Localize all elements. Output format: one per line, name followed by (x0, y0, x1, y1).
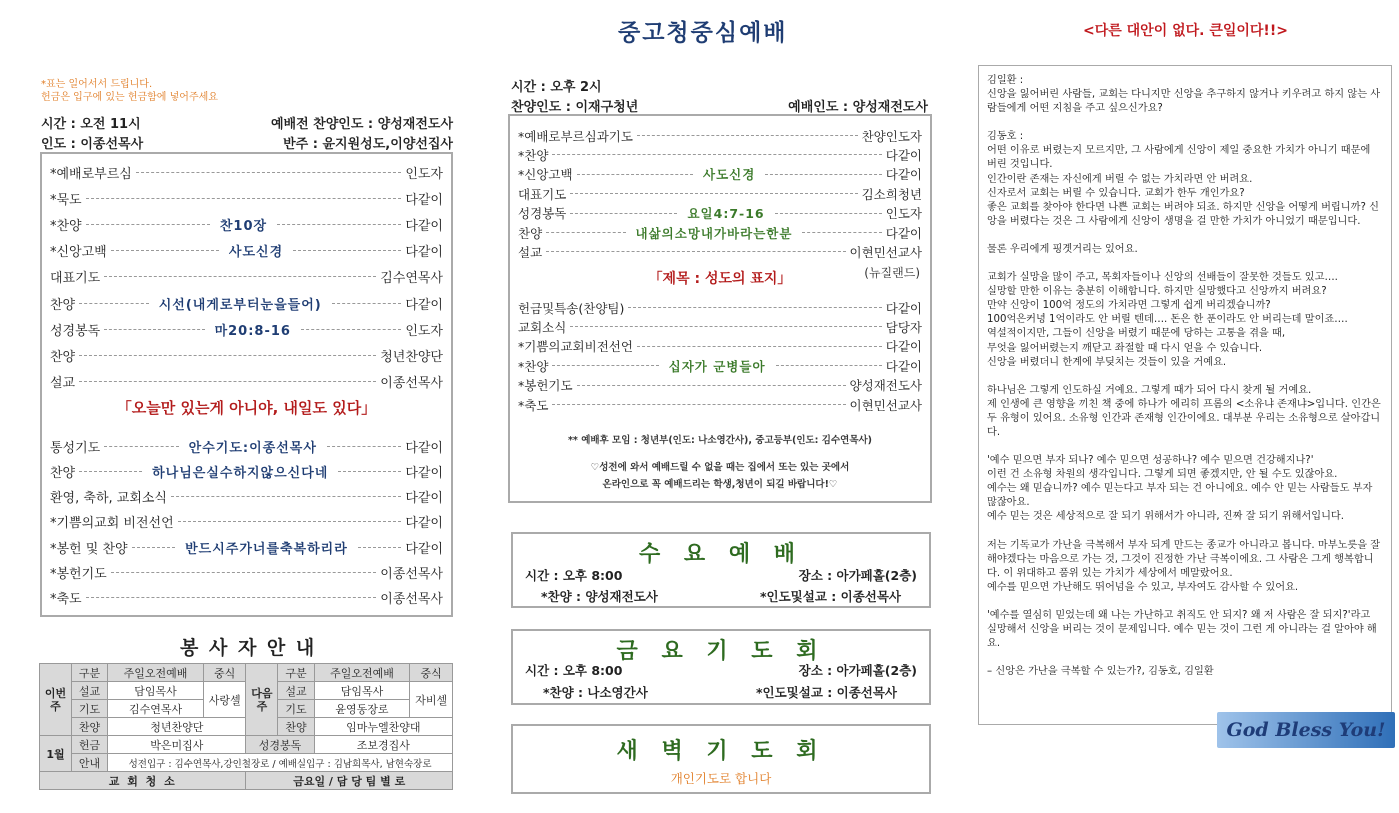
fri-sermon: *인도및설교 : 이종선목사 (756, 685, 897, 700)
notice-1: *표는 일어서서 드립니다. (41, 79, 153, 90)
row-label: 기도 (278, 700, 314, 718)
dash-leader (637, 346, 882, 347)
article-paragraph: 교회가 실망을 많이 주고, 목회자들이나 신앙의 선배들이 잘못한 것들도 있고…. 실망할 만한 이유는 충분히 이해합니다. 하지만 실망했다고 신앙까지 버려요? 만약 신앙이 100억 정도의 가치라면 그렇게 쉽게 버리겠습니까? 100억은커녕 1억이라도 안 버릴 텐데…. 돈은 한 푼이라도 안 버리는데 말이죠…. 역설적이지만, 그들이 신앙을 버렸기 때문에 당하는 고통을 겪을 때, 무엇을 잃어버렸는지 깨닫고 좌절할 때 다시 얻을 수 있습니다. 신앙을 버렸더니 한계에 부딪치는 것들이 있을 거예요. (987, 272, 1348, 368)
row-value: 임마누엘찬양대 (314, 718, 452, 736)
dash-leader (358, 547, 402, 548)
morning-leader: 인도 : 이종선목사 (41, 137, 144, 152)
youth-order-item (518, 317, 922, 336)
col-meal: 중식 (203, 664, 246, 682)
col-service-next: 주일오전예배 (314, 664, 410, 682)
order-item-leader: 다같이 (885, 339, 922, 355)
dash-leader (637, 135, 858, 136)
order-item-label: *봉헌기도 (50, 567, 107, 582)
cleaning-value: 금요일 / 담 당 팀 별 로 (246, 772, 453, 790)
dash-leader (546, 251, 845, 252)
order-item-leader: 다같이 (405, 245, 443, 261)
wed-title: 수 요 예 배 (639, 542, 803, 567)
order-item-leader: 다같이 (405, 491, 443, 507)
dash-leader (111, 250, 219, 251)
youth-order-box (508, 114, 932, 503)
order-item-leader: 다같이 (405, 516, 443, 532)
article-paragraph: 김동호 : 어떤 이유로 버렸는지 모르지만, 그 사람에게 신앙이 제일 중요한 가치가 아니기 때문에 버린 것입니다. 인간이란 존재는 자신에게 버릴 수 없는 가치라면 안 버려요. 신자로서 교회는 버릴 수 있습니다. 교회가 한두 개인가요? 좋은 교회를 찾아야 한다면 나쁜 교회는 버려야 되죠. 하지만 신앙을 어떻게 버립니까? 신앙을 버렸다는 것은 그 사람에게 신앙이 생명을 걸 만한 가치가 아니었기 때문입니다. (987, 131, 1379, 227)
dash-leader (570, 213, 677, 214)
dash-leader (171, 496, 401, 497)
volunteer-table (39, 663, 453, 790)
wed-sermon: *인도및설교 : 이종선목사 (760, 589, 901, 604)
wed-place: 장소 : 아가페홀(2층) (798, 568, 917, 583)
dash-leader (111, 572, 376, 573)
order-item-content: 십자가 군병들아 (668, 358, 766, 374)
morning-order-item (50, 185, 443, 211)
dash-leader (136, 172, 401, 173)
order-item-label: *축도 (50, 592, 82, 608)
fri-title: 금 요 기 도 회 (616, 639, 826, 664)
youth-leader: 예배인도 : 양성재전도사 (788, 100, 928, 115)
dash-leader (178, 521, 402, 522)
order-item-leader: 김수연목사 (380, 271, 443, 287)
order-item-content: 요일4:7-16 (687, 206, 765, 222)
row-label: 찬양 (278, 718, 314, 736)
article-paragraph: '예수 믿으면 부자 되나? 예수 믿으면 성공하나? 예수 믿으면 건강해지나?' 이런 건 소유형 차원의 생각입니다. 그렇게 되면 좋겠지만, 안 될 수도 있잖아요. 예수는 왜 믿습니까? 예수 믿는다고 부자 되는 건 아니에요. 예수 안 믿는 사람들도 부자 많잖아요. 예수 믿는 것은 세상적으로 잘 되기 위해서가 아니라, 진짜 잘 되기 위해서입니다. (987, 455, 1373, 523)
pre-praise: 예배전 찬양인도 : 양성재전도사 (270, 117, 453, 132)
youth-order-item (518, 356, 922, 375)
morning-order-item (50, 369, 443, 395)
row-label: 기도 (71, 700, 107, 718)
order-item-leader: 다같이 (405, 218, 443, 234)
order-item-leader: 다같이 (885, 147, 922, 163)
youth-order-item (518, 298, 922, 317)
dash-leader (79, 381, 376, 382)
order-item-leader: 인도자 (405, 166, 443, 182)
order-item-content: 내삶의소망내가바라는한분 (635, 225, 793, 241)
order-item-label: 찬양 (518, 225, 543, 241)
slogan: <다른 대안이 없다. 큰일이다!!> (1083, 23, 1288, 39)
youth-order-item (518, 126, 922, 145)
row-label: 찬양 (71, 718, 107, 736)
notice-2: 헌금은 입구에 있는 헌금함에 넣어주세요 (41, 92, 218, 103)
guide-value: 성전입구 : 김수연목사,강인철장로 / 예배실입구 : 김남희목사, 남현숙장로 (108, 754, 453, 772)
col-meal-next: 중식 (410, 664, 453, 682)
order-item-leader: 다같이 (885, 225, 923, 241)
wed-praise: *찬양 : 양성재전도사 (541, 589, 658, 604)
page-title: 중고청중심예배 (618, 20, 788, 46)
morning-order-item (50, 211, 443, 237)
order-item-label: 환영, 축하, 교회소식 (50, 491, 167, 507)
dash-leader (86, 224, 210, 225)
order-item-leader: 양성재전도사 (849, 378, 922, 394)
article-paragraph: '예수를 열심히 믿었는데 왜 나는 가난하고 취직도 안 되지? 왜 저 사람은 잘 되지?'라고 실망해서 신앙을 버리는 것이 문제입니다. 예수 믿는 것이 그런 게 아니라는 걸 알아야 해요. (987, 609, 1377, 650)
reading-value: 조보경집사 (314, 736, 452, 754)
order-item-label: 헌금및특송(찬양팀) (518, 300, 625, 316)
order-item-leader: 이종선목사 (380, 376, 443, 392)
row-value: 청년찬양단 (108, 718, 246, 736)
dawn-title: 새 벽 기 도 회 (616, 739, 826, 764)
morning-order-item (50, 484, 443, 510)
logo-text: God Bless You! (1226, 719, 1386, 741)
fri-place: 장소 : 아가페홀(2층) (798, 663, 917, 678)
row-value: 담임목사 (314, 682, 410, 700)
youth-order-item (518, 395, 922, 414)
order-item-content: 시선(내게로부터눈을들어) (158, 297, 322, 313)
dash-leader (293, 250, 401, 251)
morning-order-box (40, 152, 453, 617)
meal-next: 자비셀 (410, 682, 453, 718)
dash-leader (338, 471, 401, 472)
order-item-content: 사도신경 (703, 167, 756, 183)
dash-leader (86, 597, 377, 598)
morning-order-item (50, 509, 443, 535)
order-item-label: *신앙고백 (50, 245, 107, 261)
dash-leader (132, 547, 176, 548)
youth-order-item (518, 242, 922, 261)
youth-order-item (518, 184, 922, 203)
preacher-origin: (뉴질랜드) (864, 266, 920, 280)
morning-order-item (50, 342, 443, 368)
dash-leader (577, 385, 846, 386)
morning-order-item (50, 290, 443, 316)
row-label: 설교 (278, 682, 314, 700)
dash-leader (570, 193, 857, 194)
row-value: 김수연목사 (108, 700, 204, 718)
youth-praise-leader: 찬양인도 : 이재구청년 (511, 100, 639, 115)
youth-order-item (518, 204, 922, 223)
wed-time: 시간 : 오후 8:00 (525, 568, 623, 583)
month-label: 1월 (40, 736, 72, 772)
order-item-leader: 인도자 (885, 206, 922, 222)
order-item-content: 마20:8-16 (214, 323, 291, 339)
order-item-label: *기쁨의교회 비전선언 (50, 516, 174, 532)
dash-leader (86, 198, 402, 199)
morning-order-item (50, 534, 443, 560)
dash-leader (546, 232, 625, 233)
dash-leader (552, 154, 881, 155)
col-gubun-next: 구분 (278, 664, 314, 682)
youth-sermon-title: 「제목 : 성도의 표지」 (648, 271, 792, 287)
guide-label: 안내 (71, 754, 107, 772)
order-item-label: 교회소식 (518, 319, 567, 335)
fri-time: 시간 : 오후 8:00 (525, 663, 623, 678)
order-item-content: 찬10장 (219, 218, 268, 234)
order-item-label: 찬양 (50, 349, 76, 365)
order-item-label: *찬양 (518, 147, 549, 163)
dash-leader (327, 446, 401, 447)
dash-leader (301, 329, 401, 330)
order-item-leader: 다같이 (405, 465, 444, 481)
dash-leader (79, 355, 376, 356)
order-item-label: 찬양 (50, 297, 76, 313)
order-item-leader: 다같이 (405, 541, 444, 557)
order-item-label: 찬양 (50, 465, 76, 481)
order-item-leader: 김소희청년 (861, 186, 922, 202)
order-item-label: *예배로부르심과기도 (518, 128, 633, 144)
youth-order-item (518, 145, 922, 164)
order-item-leader: 담당자 (885, 319, 922, 335)
dawn-sub: 개인기도로 합니다 (670, 771, 772, 786)
order-item-content: 반드시주가너를축복하리라 (185, 541, 348, 557)
youth-order-item (518, 376, 922, 395)
order-item-label: *기쁨의교회비전선언 (518, 339, 633, 355)
row-value: 담임목사 (108, 682, 204, 700)
order-item-content: 사도신경 (228, 245, 284, 261)
order-item-label: 대표기도 (518, 186, 567, 202)
order-item-leader: 찬양인도자 (861, 128, 922, 144)
dawn-box (511, 724, 931, 794)
dash-leader (577, 174, 693, 175)
morning-sermon-title: 「오늘만 있는게 아니야, 내일도 있다」 (116, 399, 377, 417)
morning-order-item (50, 585, 443, 611)
order-item-label: 통성기도 (50, 440, 101, 456)
order-item-label: 설교 (518, 244, 543, 260)
order-item-label: *신앙고백 (518, 167, 573, 183)
order-item-leader: 이종선목사 (380, 592, 443, 608)
dash-leader (104, 446, 178, 447)
morning-order-item (50, 458, 443, 484)
order-item-label: *묵도 (50, 192, 82, 208)
dash-leader (628, 307, 881, 308)
dash-leader (277, 224, 401, 225)
order-item-label: 성경봉독 (50, 323, 101, 339)
order-item-label: *봉헌기도 (518, 378, 573, 394)
article-paragraph: – 신앙은 가난을 극복할 수 있는가?, 김동호, 김일환 (987, 666, 1214, 678)
meal-this: 사랑셀 (203, 682, 246, 718)
row-value: 윤영동장로 (314, 700, 410, 718)
morning-order-item (50, 433, 443, 459)
morning-order-item (50, 264, 443, 290)
morning-order-item (50, 159, 443, 185)
order-item-leader: 다같이 (885, 358, 922, 374)
next-week-label: 다음주 (246, 664, 278, 736)
order-item-leader: 다같이 (885, 167, 923, 183)
dash-leader (570, 326, 881, 327)
dash-leader (79, 303, 149, 304)
cleaning-label: 교 회 청 소 (40, 772, 246, 790)
reading-label: 성경봉독 (246, 736, 314, 754)
order-item-leader: 이현민선교사 (849, 244, 922, 260)
order-item-label: 성경봉독 (518, 206, 567, 222)
order-item-leader: 다같이 (885, 300, 922, 316)
order-item-leader: 이현민선교사 (849, 397, 922, 413)
dash-leader (104, 276, 376, 277)
dash-leader (552, 404, 845, 405)
friday-box (511, 629, 931, 705)
article-box (978, 65, 1392, 725)
order-item-leader: 다같이 (405, 440, 443, 456)
order-item-label: *예배로부르심 (50, 166, 132, 182)
dash-leader (332, 303, 402, 304)
online-note-1: ♡성전에 와서 예배드릴 수 없을 때는 집에서 또는 있는 곳에서 (590, 462, 850, 473)
order-item-label: *찬양 (518, 358, 549, 374)
order-item-label: *봉헌 및 찬양 (50, 541, 128, 557)
order-item-leader: 이종선목사 (380, 567, 443, 582)
order-item-leader: 청년찬양단 (380, 349, 443, 365)
dash-leader (775, 213, 882, 214)
article-paragraph: 저는 기독교가 가난을 극복해서 부자 되게 만드는 종교가 아니라고 봅니다. 마부노릇을 잘해야겠다는 마음으로 가는 것, 그것이 진정한 가난 극복이에요. 그 사람은 그게 행복합니다. 이 위대하고 품위 있는 가치가 세상에서 메말랐어요. 예수를 믿으면 가난해도 뛰어넘을 수 있고, 부자여도 감사할 수 있어요. (987, 539, 1381, 593)
order-item-label: *축도 (518, 397, 549, 413)
dash-leader (776, 365, 882, 366)
morning-time: 시간 : 오전 11시 (41, 117, 141, 132)
wednesday-box (511, 532, 931, 608)
col-service: 주일오전예배 (108, 664, 204, 682)
morning-order-item (50, 560, 443, 586)
this-week-label: 이번주 (40, 664, 72, 736)
order-item-leader: 다같이 (405, 297, 443, 313)
morning-order-item (50, 238, 443, 264)
order-item-label: *찬양 (50, 218, 82, 234)
dash-leader (104, 329, 204, 330)
youth-time: 시간 : 오후 2시 (511, 80, 602, 95)
row-label: 설교 (71, 682, 107, 700)
article-paragraph: 하나님은 그렇게 인도하실 거예요. 그렇게 때가 되어 다시 찾게 될 거예요. 제 인생에 큰 영향을 끼친 책 중에 하나가 에리히 프롬의 <소유냐 존재냐>입니다. 인간은 두 유형이 있어요. 소유형 인간과 존재형 인간이에요. 대부분 우리는 소유형으로 살아갑니다. (987, 384, 1381, 438)
order-item-content: 하나님은실수하지않으신다네 (152, 465, 329, 481)
offering-label: 헌금 (71, 736, 107, 754)
order-item-content: 안수기도:이종선목사 (188, 440, 317, 456)
youth-order-item (518, 165, 922, 184)
fri-praise: *찬양 : 나소영간사 (543, 685, 648, 700)
youth-order-item (518, 337, 922, 356)
after-meeting: ** 예배후 모임 : 청년부(인도: 나소영간사), 중고등부(인도: 김수연목사) (567, 435, 873, 446)
order-item-leader: 다같이 (405, 192, 443, 208)
order-item-label: 설교 (50, 376, 76, 392)
dash-leader (765, 174, 881, 175)
dash-leader (802, 232, 881, 233)
dash-leader (79, 471, 142, 472)
morning-order-item (50, 316, 443, 342)
dash-leader (552, 365, 658, 366)
order-item-label: 대표기도 (50, 271, 101, 287)
offering-value: 박은미집사 (108, 736, 246, 754)
col-gubun: 구분 (71, 664, 107, 682)
article-paragraph: 물론 우리에게 핑곗거리는 있어요. (987, 243, 1138, 255)
article-paragraph: 김일환 : 신앙을 잃어버린 사람들, 교회는 다니지만 신앙을 추구하지 않거나 키우려고 하지 않는 사람들에게 어떤 지침을 주고 싶으신가요? (987, 75, 1381, 115)
service-guide-title: 봉 사 자 안 내 (180, 637, 317, 659)
online-note-2: 온라인으로 꼭 예배드리는 학생,청년이 되길 바랍니다!♡ (602, 479, 838, 490)
youth-order-item (518, 223, 922, 242)
accompanist: 반주 : 윤지원성도,이양선집사 (283, 137, 453, 152)
order-item-leader: 인도자 (405, 323, 443, 339)
god-bless-logo (1217, 712, 1395, 748)
